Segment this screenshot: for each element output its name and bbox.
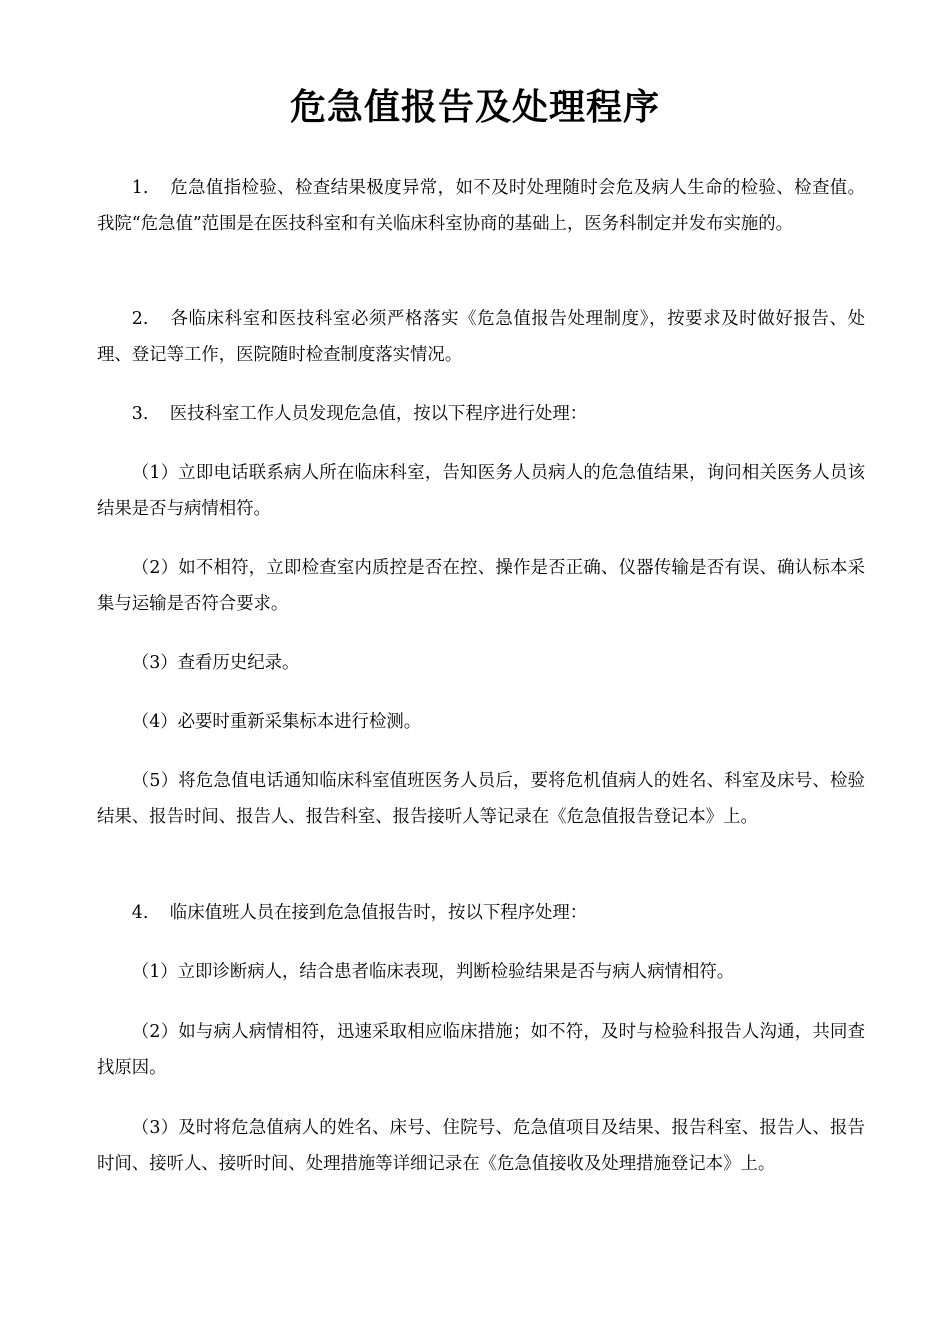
paragraph-text: （1）立即电话联系病人所在临床科室，告知医务人员病人的危急值结果，询问相关医务人员该结果是否与病情相符。	[97, 463, 865, 519]
sub-item-3-3	[97, 645, 865, 681]
document-title: 危急值报告及处理程序	[289, 87, 660, 128]
paragraph-text: 医技科室工作人员发现危急值，按以下程序进行处理：	[169, 404, 588, 424]
paragraph-text: （2）如不相符，立即检查室内质控是否在控、操作是否正确、仪器传输是否有误、确认标本采集与运输是否符合要求。	[97, 558, 865, 614]
sub-item-4-1	[97, 954, 865, 990]
paragraph-text: 临床值班人员在接到危急值报告时，按以下程序处理：	[169, 903, 588, 923]
sub-item-3-5	[97, 763, 865, 835]
paragraph-text: （2）如与病人病情相符，迅速采取相应临床措施；如不符，及时与检验科报告人沟通，共同查找原因。	[97, 1022, 865, 1078]
sub-item-3-2	[97, 550, 865, 622]
paragraph-text: （3）查看历史纪录。	[131, 653, 300, 673]
paragraph-text: （1）立即诊断病人，结合患者临床表现，判断检验结果是否与病人病情相符。	[131, 962, 735, 982]
sub-item-3-4	[97, 704, 865, 740]
paragraph-text: 各临床科室和医技科室必须严格落实《危急值报告处理制度》，按要求及时做好报告、处理、登记等工作，医院随时检查制度落实情况。	[97, 309, 865, 365]
paragraph-number: 2.	[131, 309, 149, 329]
paragraph-text: （3）及时将危急值病人的姓名、床号、住院号、危急值项目及结果、报告科室、报告人、报告时间、接听人、接听时间、处理措施等详细记录在《危急值接收及处理措施登记本》上。	[97, 1118, 865, 1174]
paragraph-3	[97, 396, 865, 432]
paragraph-text: （5）将危急值电话通知临床科室值班医务人员后，要将危机值病人的姓名、科室及床号、检验结果、报告时间、报告人、报告科室、报告接听人等记录在《危急值报告登记本》上。	[97, 771, 865, 827]
sub-item-3-1	[97, 455, 865, 527]
paragraph-2	[97, 301, 865, 373]
paragraph-4	[97, 895, 865, 931]
paragraph-text: （4）必要时重新采集标本进行检测。	[131, 712, 422, 732]
paragraph-1	[97, 170, 865, 242]
sub-item-4-2	[97, 1014, 865, 1086]
paragraph-text: 危急值指检验、检查结果极度异常，如不及时处理随时会危及病人生命的检验、检查值。我院“危急值”范围是在医技科室和有关临床科室协商的基础上，医务科制定并发布实施的。	[97, 178, 865, 234]
paragraph-number: 3.	[131, 404, 149, 424]
sub-item-4-3	[97, 1110, 865, 1182]
paragraph-number: 1.	[131, 178, 149, 198]
paragraph-number: 4.	[131, 903, 149, 923]
